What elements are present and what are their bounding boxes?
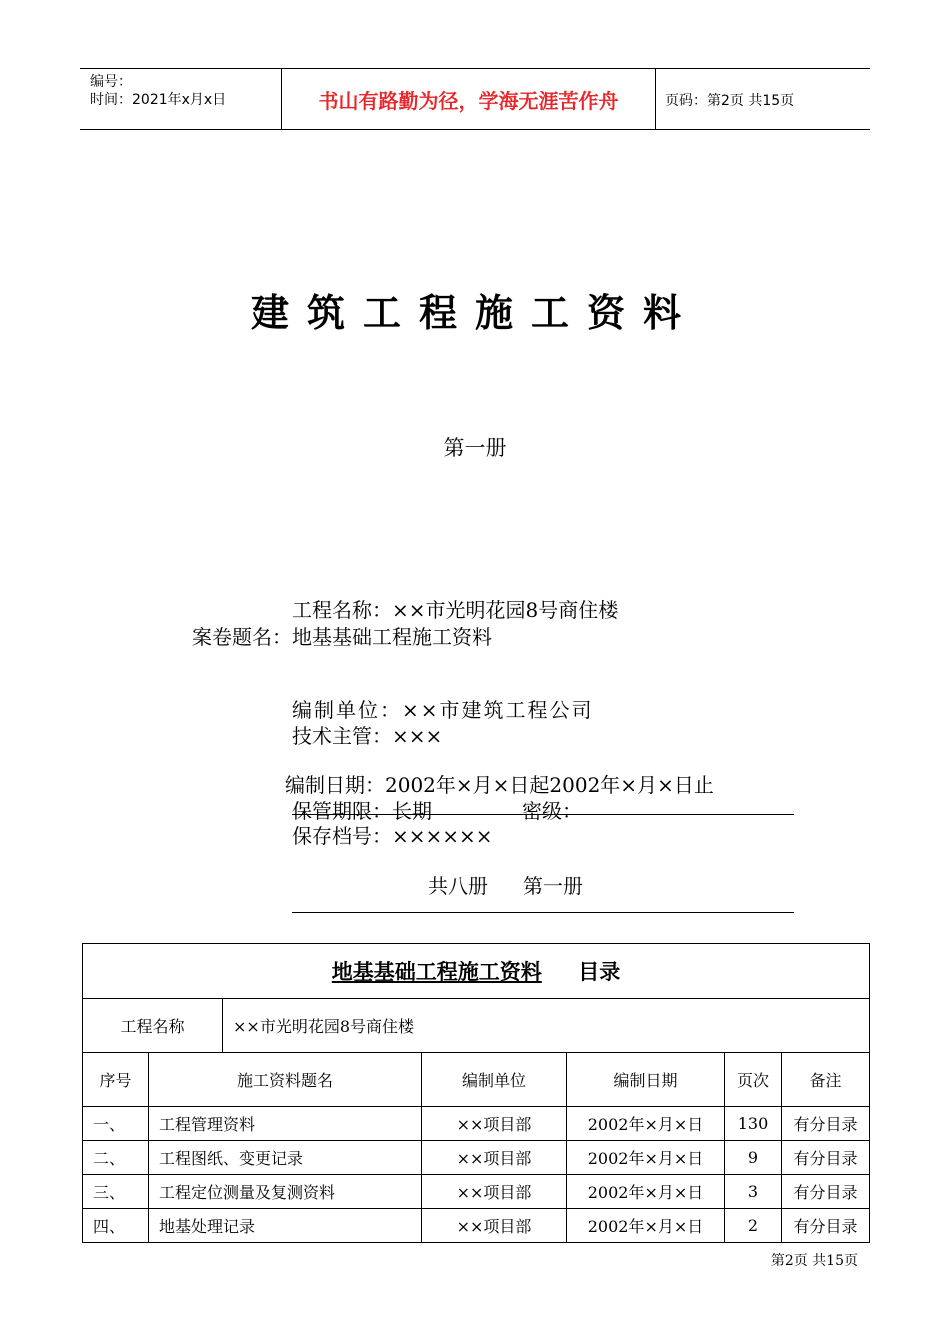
row-title: 工程定位测量及复测资料 [149,1175,422,1209]
table-row [83,1141,870,1175]
col-header-pages: 页次 [725,1053,782,1107]
header-motto-cell [281,69,656,129]
header-left-cell [80,69,281,129]
volume-label: 第一册 [443,436,507,460]
row-notes: 有分目录 [782,1209,870,1243]
toc-project-value: ××市光明花园8号商住楼 [223,999,870,1053]
col-header-notes: 备注 [782,1053,870,1107]
row-pages: 130 [725,1107,782,1141]
col-header-date: 编制日期 [567,1053,725,1107]
row-pages: 3 [725,1175,782,1209]
retention-period: 保管期限：长期 [292,799,432,823]
project-name: 工程名称：××市光明花园8号商住楼 [292,598,619,622]
page-info: 页码：第2页 共15页 [665,93,795,109]
time-label: 时间：2021年x月x日 [90,92,227,108]
row-date: 2002年×月×日 [567,1175,725,1209]
col-header-unit: 编制单位 [422,1053,567,1107]
volume-underline [292,912,794,913]
row-pages: 9 [725,1141,782,1175]
row-seq: 三、 [83,1175,149,1209]
row-notes: 有分目录 [782,1107,870,1141]
toc-title-cell [83,944,870,999]
row-date: 2002年×月×日 [567,1107,725,1141]
number-label: 编号： [90,74,132,90]
toc-title: 地基基础工程施工资料 [331,960,542,984]
volume-current: 第一册 [523,874,583,898]
volume-count: 共八册 [428,874,488,898]
tech-supervisor: 技术主管：××× [292,724,443,748]
compiler-unit: 编制单位：××市建筑工程公司 [292,698,594,722]
row-date: 2002年×月×日 [567,1209,725,1243]
document-title: 建筑工程施工资料 [250,291,699,335]
row-unit: ××项目部 [422,1141,567,1175]
row-seq: 一、 [83,1107,149,1141]
retention-underline [292,814,794,815]
page-footer: 第2页 共15页 [770,1253,858,1269]
row-notes: 有分目录 [782,1141,870,1175]
row-unit: ××项目部 [422,1107,567,1141]
row-title: 工程管理资料 [149,1107,422,1141]
archive-number: 保存档号：×××××× [292,824,493,848]
header-motto: 书山有路勤为径，学海无涯苦作舟 [318,89,619,113]
row-pages: 2 [725,1209,782,1243]
col-header-seq: 序号 [83,1053,149,1107]
table-row [83,1175,870,1209]
col-header-title: 施工资料题名 [149,1053,422,1107]
row-title: 工程图纸、变更记录 [149,1141,422,1175]
row-title: 地基处理记录 [149,1209,422,1243]
page-header [80,68,870,130]
toc-project-label: 工程名称 [83,999,223,1053]
toc-table [82,943,870,1243]
row-unit: ××项目部 [422,1175,567,1209]
secrecy-level: 密级： [522,799,582,823]
row-date: 2002年×月×日 [567,1141,725,1175]
row-notes: 有分目录 [782,1175,870,1209]
table-row [83,1209,870,1243]
row-seq: 四、 [83,1209,149,1243]
row-seq: 二、 [83,1141,149,1175]
case-title: 案卷题名：地基基础工程施工资料 [192,625,492,649]
header-right-cell [655,69,870,129]
row-unit: ××项目部 [422,1209,567,1243]
table-row [83,1107,870,1141]
compile-date: 编制日期：2002年×月×日起2002年×月×日止 [285,773,714,797]
toc-title-suffix: 目录 [578,960,621,984]
